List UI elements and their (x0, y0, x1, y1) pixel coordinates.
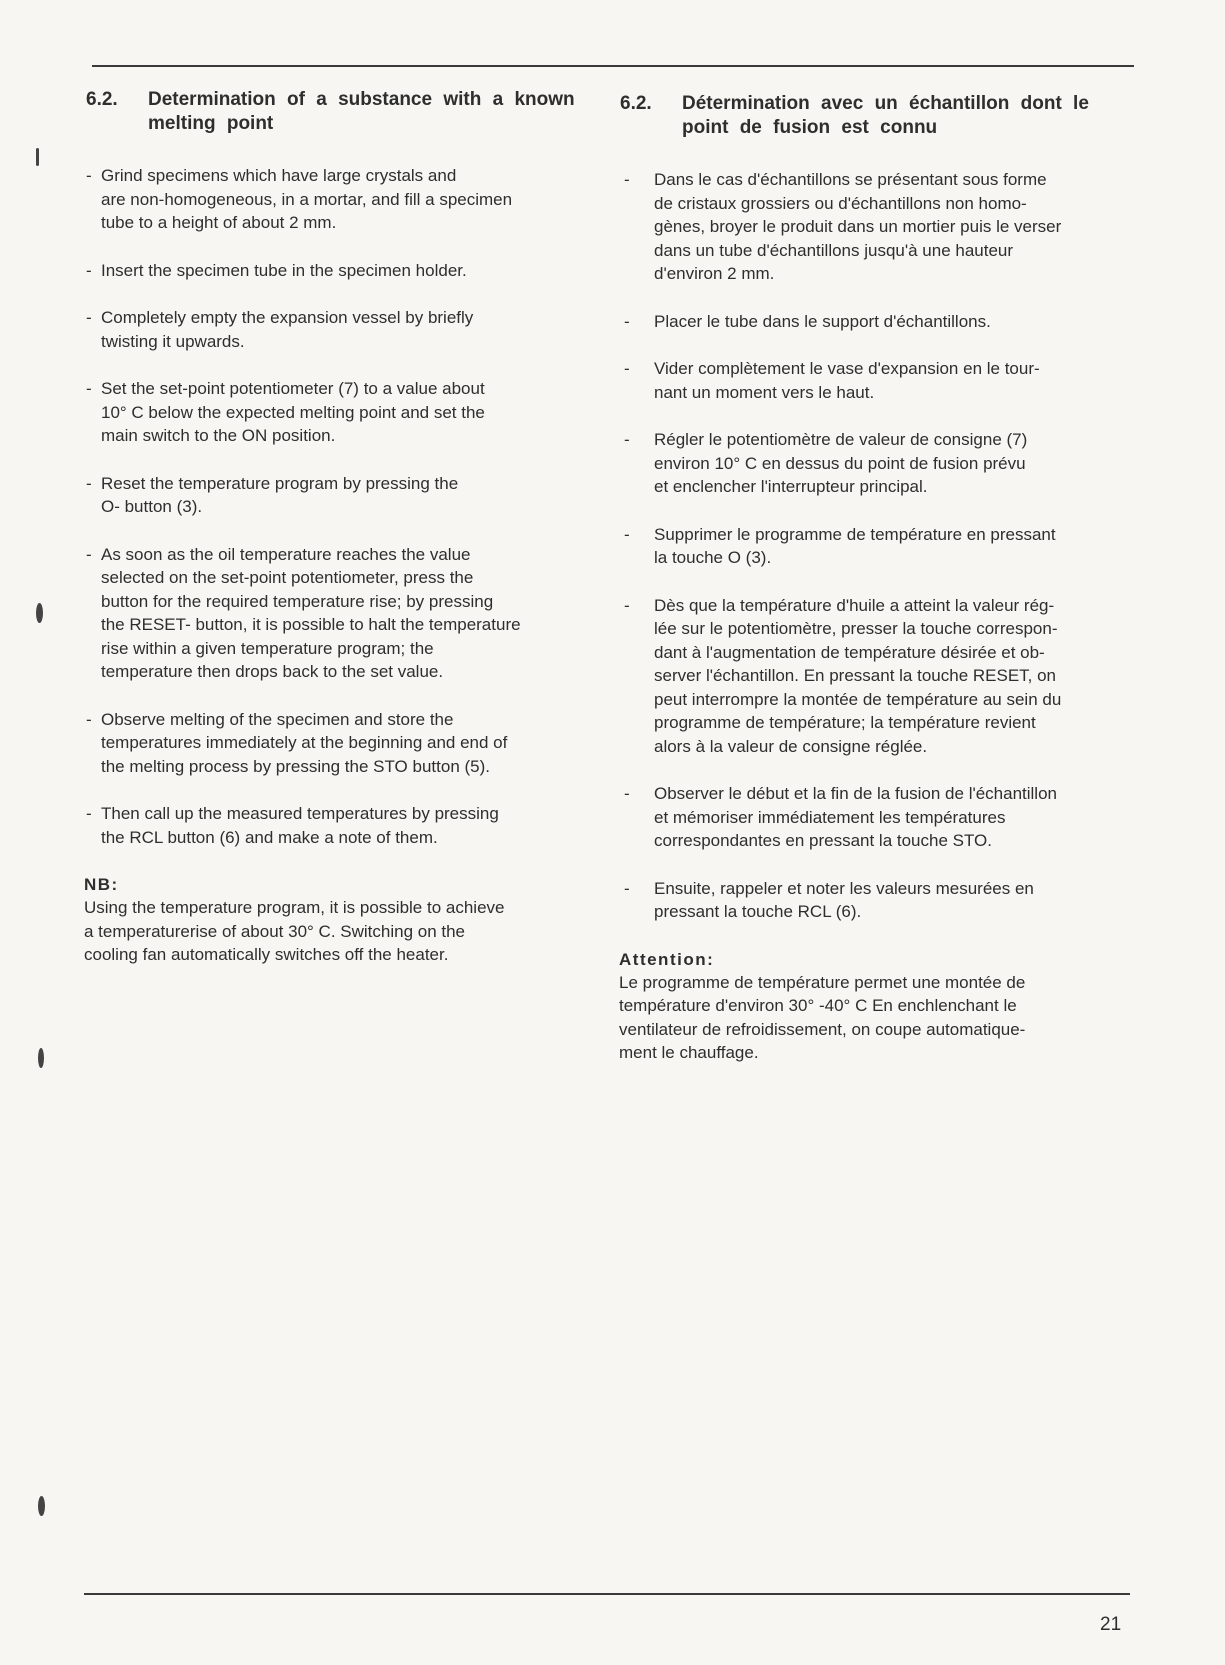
binding-hole-mark (38, 1496, 45, 1516)
page-number: 21 (1100, 1614, 1122, 1635)
list-item: - Reset the temperature program by pressing the O- button (3). (86, 473, 459, 516)
list-item: - Dans le cas d'échantillons se présentant sous forme de cristaux grossiers ou d'échantillons non homo- gènes, broyer le produit dans un mortier puis le verser dans un tube d'échantillons jusqu'à une hauteur d'environ 2 mm. (624, 170, 1062, 283)
footer-rule (84, 1593, 1130, 1595)
section-title-en: Determination of a substance with a known melting point (148, 89, 575, 134)
list-item: - Then call up the measured temperatures by pressing the RCL button (6) and make a note of them. (86, 804, 499, 847)
section-title-fr: Détermination avec un échantillon dont le point de fusion est connu (682, 93, 1089, 138)
note-text-en: Using the temperature program, it is possible to achieve a temperaturerise of about 30° C. Switching on the cooling fan automatically switches off the heater. (84, 898, 505, 964)
section-heading-fr (620, 92, 1140, 140)
note-text-fr: Le programme de température permet une montée de température d'environ 30° -40° C En enchlenchant le ventilateur de refroidissement, on coupe automatique- ment le chauffage. (619, 972, 1026, 1062)
list-item: - Régler le potentiomètre de valeur de consigne (7) environ 10° C en dessus du point de fusion prévu et enclencher l'interrupteur principal. (624, 430, 1028, 496)
instruction-list-en (86, 164, 606, 849)
list-item: - Observer le début et la fin de la fusion de l'échantillon et mémoriser immédiatement les températures correspondantes en pressant la touche STO. (624, 784, 1057, 850)
note-label-fr: Attention: (619, 949, 715, 969)
list-item: - Supprimer le programme de température en pressant la touche O (3). (624, 524, 1056, 567)
list-item: - Vider complètement le vase d'expansion en le tour- nant un moment vers le haut. (624, 359, 1040, 402)
binding-hole-mark (36, 148, 39, 166)
list-item: - Ensuite, rappeler et noter les valeurs mesurées en pressant la touche RCL (6). (624, 878, 1034, 921)
english-column (86, 88, 606, 967)
section-number-fr: 6.2. (620, 93, 652, 114)
list-item: - Completely empty the expansion vessel by briefly twisting it upwards. (86, 308, 474, 351)
list-item: - Placer le tube dans le support d'échantillons. (624, 311, 991, 331)
list-item: - Insert the specimen tube in the specimen holder. (86, 260, 467, 280)
header-rule (92, 65, 1134, 67)
note-label-en: NB: (84, 875, 119, 894)
section-heading-en (86, 88, 606, 136)
instruction-list-fr (620, 168, 1140, 924)
binding-hole-mark (38, 1048, 44, 1068)
binding-hole-mark (36, 603, 43, 623)
list-item: - Dès que la température d'huile a atteint la valeur rég- lée sur le potentiomètre, presser la touche correspon- dant à l'augmentation de température désirée et ob- server l'échantillon. En pressant la touche RESET, on peut interrompre la montée de température au sein du programme de température; la température revient alors à la valeur de consigne réglée. (624, 595, 1062, 756)
list-item: - As soon as the oil temperature reaches the value selected on the set-point potentiometer, press the button for the required temperature rise; by pressing the RESET- button, it is possible to halt the temperature rise within a given temperature program; the temperature then drops back to the set value. (86, 544, 521, 681)
list-item: - Grind specimens which have large crystals and are non-homogeneous, in a mortar, and fill a specimen tube to a height of about 2 mm. (86, 166, 513, 232)
french-column (620, 92, 1140, 1065)
list-item: - Observe melting of the specimen and store the temperatures immediately at the beginning and end of the melting process by pressing the STO button (5). (86, 709, 508, 776)
list-item: - Set the set-point potentiometer (7) to a value about 10° C below the expected melting point and set the main switch to the ON position. (86, 379, 485, 445)
section-number-en: 6.2. (86, 89, 118, 110)
